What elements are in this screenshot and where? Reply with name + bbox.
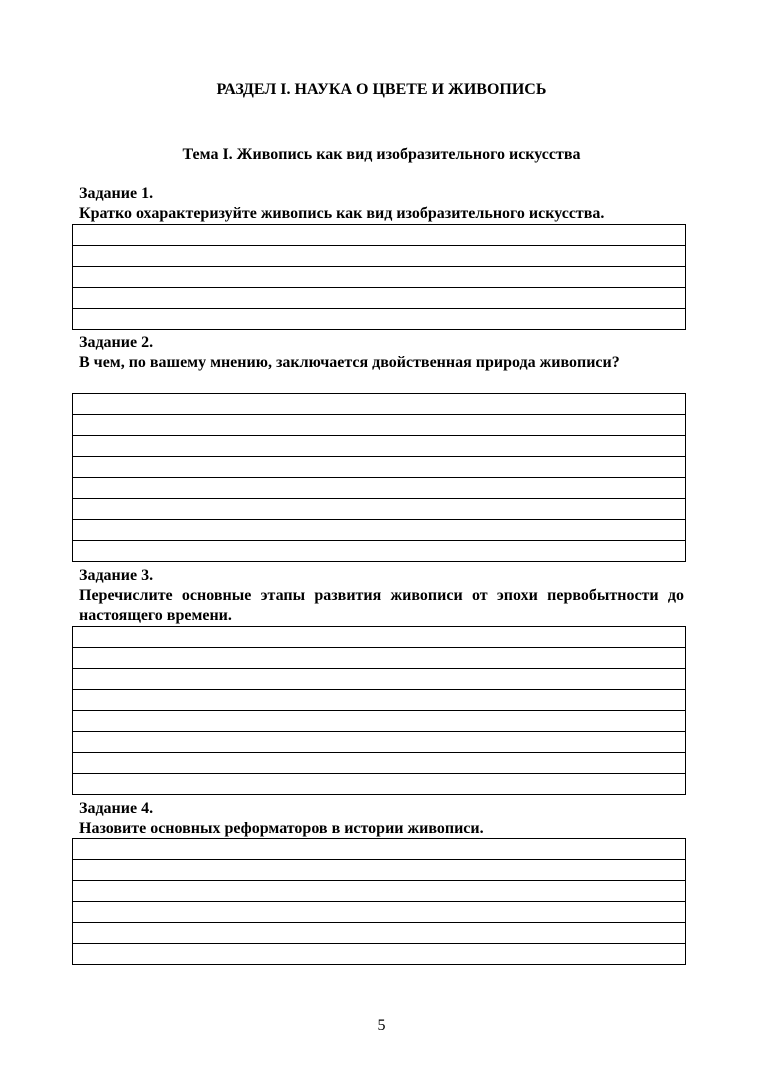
answer-line[interactable] xyxy=(73,944,686,965)
answer-line[interactable] xyxy=(73,246,686,267)
task-question: Кратко охарактеризуйте живопись как вид изобразительного искусства. xyxy=(79,205,605,222)
answer-line[interactable] xyxy=(73,732,686,753)
answer-line[interactable] xyxy=(73,288,686,309)
answer-line[interactable] xyxy=(73,774,686,795)
answer-line-cell[interactable] xyxy=(73,436,686,457)
answer-line-cell[interactable] xyxy=(73,753,686,774)
task-question: Назовите основных реформаторов в истории живописи. xyxy=(79,820,484,837)
section-title: РАЗДЕЛ I. НАУКА О ЦВЕТЕ И ЖИВОПИСЬ xyxy=(216,81,547,98)
task-question: В чем, по вашему мнению, заключается двойственная природа живописи? xyxy=(79,354,620,371)
answer-line-cell[interactable] xyxy=(73,902,686,923)
answer-lines-task-2[interactable] xyxy=(72,393,686,562)
answer-line-cell[interactable] xyxy=(73,711,686,732)
answer-line[interactable] xyxy=(73,627,686,648)
answer-line-cell[interactable] xyxy=(73,309,686,330)
answer-line[interactable] xyxy=(73,436,686,457)
answer-line-cell[interactable] xyxy=(73,499,686,520)
answer-line-cell[interactable] xyxy=(73,944,686,965)
answer-line-cell[interactable] xyxy=(73,225,686,246)
page-number: 5 xyxy=(377,1017,386,1034)
answer-lines-task-4[interactable] xyxy=(72,838,686,965)
answer-line[interactable] xyxy=(73,923,686,944)
answer-line-cell[interactable] xyxy=(73,457,686,478)
answer-line-cell[interactable] xyxy=(73,541,686,562)
answer-line-cell[interactable] xyxy=(73,520,686,541)
answer-line-cell[interactable] xyxy=(73,923,686,944)
task-label: Задание 2. xyxy=(79,334,154,351)
answer-line-cell[interactable] xyxy=(73,669,686,690)
answer-line[interactable] xyxy=(73,394,686,415)
answer-line[interactable] xyxy=(73,711,686,732)
answer-line[interactable] xyxy=(73,690,686,711)
answer-line[interactable] xyxy=(73,309,686,330)
answer-line[interactable] xyxy=(73,860,686,881)
answer-lines-task-3[interactable] xyxy=(72,626,686,795)
answer-line-cell[interactable] xyxy=(73,732,686,753)
answer-line-cell[interactable] xyxy=(73,415,686,436)
task-label: Задание 4. xyxy=(79,800,154,817)
answer-line[interactable] xyxy=(73,753,686,774)
answer-lines-task-1[interactable] xyxy=(72,224,686,330)
topic-title: Тема I. Живопись как вид изобразительного искусства xyxy=(182,146,581,163)
answer-line[interactable] xyxy=(73,541,686,562)
answer-line[interactable] xyxy=(73,669,686,690)
answer-line[interactable] xyxy=(73,902,686,923)
answer-line[interactable] xyxy=(73,225,686,246)
answer-line-cell[interactable] xyxy=(73,627,686,648)
task-label: Задание 3. xyxy=(79,567,154,584)
task-2 xyxy=(79,333,684,373)
task-3 xyxy=(79,566,684,626)
task-question: Перечислите основные этапы развития живописи от эпохи первобытности до настоящего времени. xyxy=(79,587,684,624)
answer-line[interactable] xyxy=(73,267,686,288)
answer-line[interactable] xyxy=(73,839,686,860)
task-4 xyxy=(79,799,684,839)
answer-line[interactable] xyxy=(73,881,686,902)
answer-line-cell[interactable] xyxy=(73,690,686,711)
answer-line-cell[interactable] xyxy=(73,648,686,669)
answer-line[interactable] xyxy=(73,499,686,520)
answer-line[interactable] xyxy=(73,520,686,541)
answer-line-cell[interactable] xyxy=(73,246,686,267)
answer-line-cell[interactable] xyxy=(73,478,686,499)
answer-line-cell[interactable] xyxy=(73,267,686,288)
answer-line[interactable] xyxy=(73,648,686,669)
answer-line[interactable] xyxy=(73,457,686,478)
answer-line-cell[interactable] xyxy=(73,774,686,795)
answer-line-cell[interactable] xyxy=(73,394,686,415)
answer-line-cell[interactable] xyxy=(73,881,686,902)
answer-line-cell[interactable] xyxy=(73,839,686,860)
task-1 xyxy=(79,184,684,224)
answer-line[interactable] xyxy=(73,415,686,436)
task-label: Задание 1. xyxy=(79,185,154,202)
answer-line-cell[interactable] xyxy=(73,288,686,309)
answer-line[interactable] xyxy=(73,478,686,499)
answer-line-cell[interactable] xyxy=(73,860,686,881)
